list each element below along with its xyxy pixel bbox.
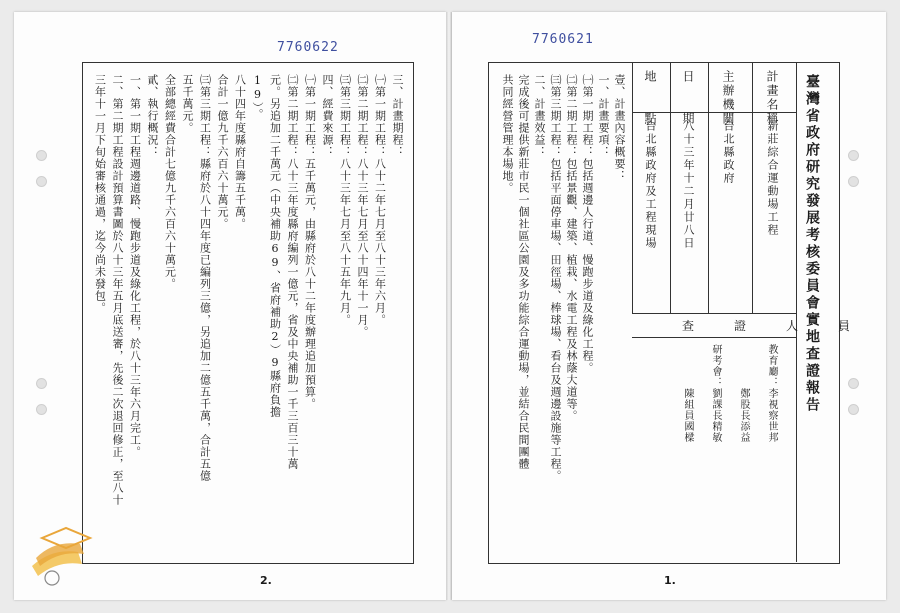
right-text-line: ㈢第三期工程：包括平面停車場、田徑場、棒球場、看台及週邊設施等工程。 (549, 74, 562, 482)
table-row-label: 計畫名稱 (765, 70, 779, 126)
table-row-value: 台北縣政府及工程現場 (644, 120, 657, 250)
grid-line (632, 313, 796, 314)
doc-number: 7760621 (532, 32, 594, 47)
right-text-line: 完成後可提供新莊市民一個社區公園及多功能綜合運動場，並結合民間團體 (517, 74, 530, 470)
inspector-entry: 陳組員國樑 (682, 344, 693, 443)
inspector-entry: 研考會：劉課長精敏 (710, 344, 721, 443)
punch-hole (848, 378, 859, 389)
table-row-value: 台北縣政府 (722, 120, 735, 185)
left-text-line: 三年十一月下旬始審核通過，迄今尚未發包。 (93, 74, 107, 314)
left-page (14, 12, 446, 600)
left-text-line: ㈢第三期工程：縣府於八十四年度已編列三億，另追加二億五千萬，合計五億 (198, 74, 212, 482)
table-row-label: 主辦機關 (721, 70, 735, 126)
title-divider (796, 63, 797, 562)
left-text-line: 貳、執行概況： (146, 74, 159, 158)
report-title: 臺灣省政府研究發展考核委員會實地查證報告 (804, 74, 820, 414)
inspector-entry: 鄭股長添益 (738, 344, 749, 443)
grid-line (708, 63, 709, 313)
grid-line (670, 63, 671, 313)
inspector-header: 查 證 人 員 (682, 319, 865, 333)
left-text-line: 二、第二期工程設計預算書圖於八十三年五月底送審，先後二次退回修正，至八十 (111, 74, 124, 506)
left-text-line: ㈠第一期工程：五千萬元，由縣府於八十二年度辦理追加預算。 (303, 74, 317, 410)
right-text-line: 二、計畫效益： (533, 74, 546, 158)
left-text-line: 全部總經費合計七億九千六百六十萬元。 (163, 74, 177, 290)
grid-line (632, 63, 633, 313)
left-text-line: ㈢第三期工程：八十三年七月至八十五年九月。 (338, 74, 352, 326)
punch-hole (36, 378, 47, 389)
page-number: 1. (664, 574, 676, 587)
left-text-line: 四、經費來源： (321, 74, 334, 158)
left-text-line: ㈠第一期工程：八十二年七月至八十三年六月。 (373, 74, 387, 326)
archive-logo-icon (22, 518, 100, 588)
table-row-value: 八十三年十二月廿八日 (682, 120, 695, 250)
inspector-entry: 教育廳：李視察世邦 (766, 344, 777, 443)
right-page (452, 12, 886, 600)
left-text-line: 合計一億九千六百六十萬元。 (216, 74, 229, 230)
right-text-line: 壹、計畫內容概要： (613, 74, 626, 182)
right-text-line: ㈠第一期工程：包括週邊人行道、慢跑步道及綠化工程。 (581, 74, 594, 374)
grid-line (632, 337, 796, 338)
left-text-line: ㈡第二期工程：八十三年度縣府編列一億元，省及中央補助一千三百三十萬 (286, 74, 299, 470)
right-text-line: ㈡第二期工程：包括景觀、建築、植栽、水電工程及林蔭大道等。 (565, 74, 578, 422)
left-text-line: 五千萬元。 (181, 74, 194, 134)
table-row-label: 日 期 (681, 70, 695, 126)
punch-hole (36, 150, 47, 161)
left-text-line: 19）。 (251, 74, 264, 121)
left-text-line: 元。另追加二千萬元（中央補助69、省府補助2）9縣府負擔 (268, 74, 282, 418)
punch-hole (848, 150, 859, 161)
punch-hole (848, 404, 859, 415)
left-text-line: 三、計畫期程： (391, 74, 404, 158)
right-text-line: 一、計畫要項： (597, 74, 610, 158)
page-number: 2. (260, 574, 272, 587)
punch-hole (848, 176, 859, 187)
table-row-value: 新莊綜合運動場工程 (766, 120, 779, 237)
punch-hole (36, 404, 47, 415)
table-row-label: 地 點 (643, 70, 657, 126)
right-text-line: 共同經營管理本場地。 (501, 74, 514, 194)
left-text-line: 一、第一期工程週邊道路、慢跑步道及綠化工程，於八十三年六月完工。 (128, 74, 142, 458)
left-text-line: 八十四年度縣府自籌五千萬。 (233, 74, 247, 230)
left-text-line: ㈡第二期工程：八十三年七月至八十四年十一月。 (356, 74, 369, 338)
grid-line (752, 63, 753, 313)
doc-number: 7760622 (277, 40, 339, 55)
punch-hole (36, 176, 47, 187)
